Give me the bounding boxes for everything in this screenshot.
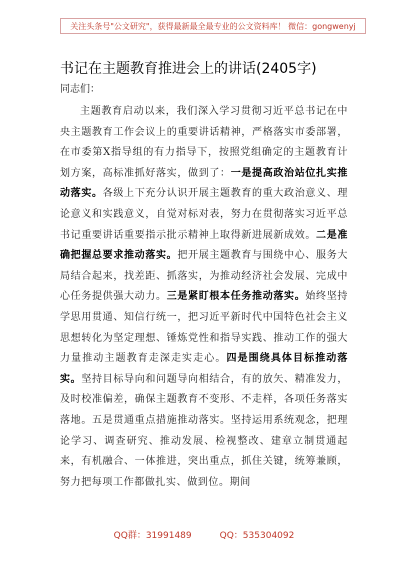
document-title: 书记在主题教育推进会上的讲话(2405字) (60, 61, 317, 77)
body-segment-bold: 一是提高政治站位扎实推动落实。 (60, 167, 348, 200)
body-segment-bold: 二是准确把握总要求推动落实。 (60, 229, 348, 262)
header-notice-box (60, 18, 366, 34)
footer-qq-group: QQ群：31991489 (113, 531, 192, 541)
body-segment-bold: 四是围绕具体目标推动落实。 (60, 353, 348, 385)
body-segment: 各级上下充分认识开展主题教育的重大政治意义、理论意义和实践意义，自觉对标对表，努力在贯彻落实习近平总书记重要讲话重要指示批示精神上取得新进展新成效。 (60, 188, 348, 241)
body-paragraph (60, 102, 348, 493)
body-segment: 主题教育启动以来，我们深入学习贯彻习近平总书记在中央主题教育工作会议上的重要讲话精神，严格落实市委部署，在市委第X指导组的有力指导下，按照党组确定的主题教育计划方案，高标准抓好落实，做到了： (60, 106, 348, 179)
header-notice: 关注头条号"公文研究"，获得最新最全最专业的公文资料库！ 微信：gongwenyj (70, 21, 356, 31)
footer-qq: QQ：535304092 (219, 531, 295, 541)
body-segment: 始终坚持学思用贯通、知信行统一，把习近平新时代中国特色社会主义思想转化为坚定理想、锤炼党性和指导实践、推动工作的强大力量推动主题教育走深走实走心。 (60, 291, 348, 365)
body-segment: 把开展主题教育与围绕中心、服务大局结合起来，找差距、抓落实，为推动经济社会发展、完成中心任务提供强大动力。 (60, 250, 348, 303)
body-segment-bold: 三是紧盯根本任务推动落实。 (166, 291, 306, 303)
salutation: 同志们： (60, 84, 100, 95)
body-segment: 坚持目标导向和问题导向相结合，有的放矢、精准发力，及时校准偏差，确保主题教育不变形、不走样，各项任务落实落地。五是贯通重点措施推动落实。坚持运用系统观念，把理论学习、调查研究、推动发展、检视整改、建章立制贯通起来，有机融合、一体推进，突出重点，抓住关键，统筹兼顾，努力把每项工作都做扎实、做到位。期间 (60, 373, 349, 488)
footer-contact (0, 528, 408, 541)
